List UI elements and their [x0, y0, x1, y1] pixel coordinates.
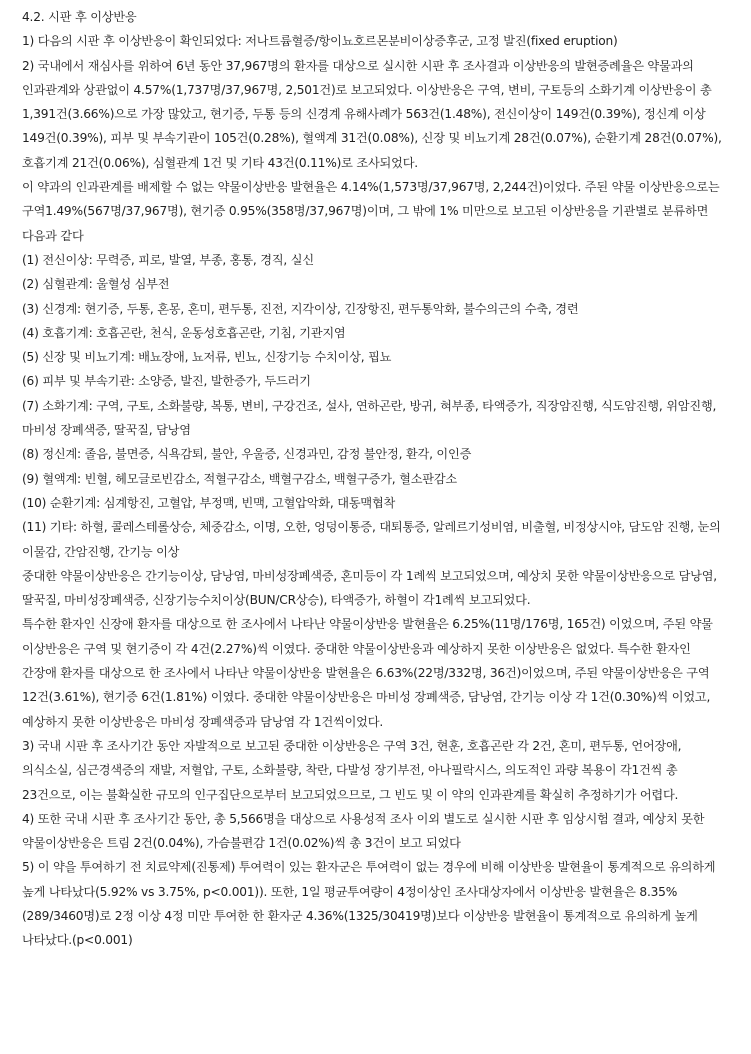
paragraph-causal-rate: 이 약과의 인과관계를 배제할 수 없는 약물이상반응 발현율은 4.14%(1,573명/37,967명, 2,244건)이었다. 주된 약물 이상반응으로는 구역1.49%(567명/37,967명), 현기증 0.95%(358명/37,967명)이며, 그 밖에 1% 미만으로 보고된 이상반응을 기관별로 분류하면 다음과 같다 [22, 180, 720, 243]
list-item-general: (1) 전신이상: 무력증, 피로, 발열, 부종, 홍통, 경직, 실신 [22, 252, 314, 267]
list-item-other: (11) 기타: 하혈, 콜레스테롤상승, 체중감소, 이명, 오한, 엉덩이통증, 대퇴통증, 알레르기성비염, 비출혈, 비정상시야, 담도암 진행, 눈의 이물감, 간암진행, 간기능 이상 [22, 520, 721, 559]
list-item-skin: (6) 피부 및 부속기관: 소양증, 발진, 발한증가, 두드러기 [22, 374, 311, 389]
paragraph-spontaneous-reports: 3) 국내 시판 후 조사기간 동안 자발적으로 보고된 중대한 이상반응은 구역 3건, 현훈, 호흡곤란 각 2건, 혼미, 편두통, 언어장애, 의식소실, 심근경색증의 재발, 저혈압, 구토, 소화불량, 착란, 다발성 장기부전, 아나필락시스, 의도적인 과량 복용이 각1건씩 총 23건으로, 이는 불확실한 규모의 인구집단으로부터 보고되었으므로, 그 빈도 및 이 약의 인과관계를 확실히 추정하기가 어렵다. [22, 738, 682, 802]
paragraph-postmarketing-confirmed: 1) 다음의 시판 후 이상반응이 확인되었다: 저나트륨혈증/항이뇨호르몬분비이상증후군, 고정 발진(fixed eruption) [22, 34, 618, 49]
section-title: 4.2. 시판 후 이상반응 [22, 10, 137, 24]
list-item-renal-urinary: (5) 신장 및 비뇨기계: 배뇨장애, 뇨저류, 빈뇨, 신장기능 수치이상, 핍뇨 [22, 350, 392, 365]
list-item-digestive: (7) 소화기계: 구역, 구토, 소화불량, 복통, 변비, 구강건조, 설사, 연하곤란, 방귀, 혀부종, 타액증가, 직장암진행, 식도암진행, 위암진행, 마비성 장폐색증, 딸꾹질, 담낭염 [22, 398, 717, 438]
list-item-cardiovascular: (2) 심혈관계: 울혈성 심부전 [22, 277, 170, 292]
paragraph-serious-reactions: 중대한 약물이상반응은 간기능이상, 담낭염, 마비성장폐색증, 혼미등이 각 1례씩 보고되었으며, 예상치 못한 약물이상반응으로 담낭염, 딸꾹질, 마비성장폐색증, 신장기능수치이상(BUN/CR상승), 타액증가, 하혈이 각1례씩 보고되었다. [22, 568, 717, 608]
list-item-circulatory: (10) 순환기계: 심계항진, 고혈압, 부정맥, 빈맥, 고혈압악화, 대동맥협착 [22, 495, 396, 510]
paragraph-prior-analgesic: 5) 이 약을 투여하기 전 치료약제(진통제) 투여력이 있는 환자군은 투여력이 없는 경우에 비해 이상반응 발현율이 통계적으로 유의하게 높게 나타났다(5.92% vs 3.75%, p<0.001)). 또한, 1일 평균투여량이 4정이상인 조사대상자에서 이상반응 발현율은 8.35%(289/3460명)로 2정 이상 4정 미만 투여한 한 환자군 4.36%(1325/30419명)보다 이상반응 발현율이 통계적으로 유의하게 높게 나타났다.(p<0.001) [22, 860, 716, 948]
list-item-blood: (9) 혈액계: 빈혈, 헤모글로빈감소, 적혈구감소, 백혈구감소, 백혈구증가, 혈소판감소 [22, 471, 457, 486]
paragraph-postmarketing-trial: 4) 또한 국내 시판 후 조사기간 동안, 총 5,566명을 대상으로 사용성적 조사 이외 별도로 실시한 시판 후 임상시험 결과, 예상치 못한 약물이상반응은 트림 2건(0.04%), 가슴불편감 1건(0.02%)씩 총 3건이 보고 되었다 [22, 811, 705, 851]
paragraph-special-patients: 특수한 환자인 신장애 환자를 대상으로 한 조사에서 나타난 약물이상반응 발현율은 6.25%(11명/176명, 165건) 이었으며, 주된 약물 이상반응은 구역 및 현기증이 각 4건(2.27%)씩 이였다. 중대한 약물이상반응과 예상하지 못한 이상반응은 없었다. 특수한 환자인 간장애 환자를 대상으로 한 조사에서 나타난 약물이상반응 발현율은 6.63%(22명/332명, 36건)이었으며, 주된 약물이상반응은 구역 12건(3.61%), 현기증 6건(1.81%) 이였다. 중대한 약물이상반응은 마비성 장폐색증, 담낭염, 간기능 이상 각 1건(0.30%)씩 이었고, 예상하지 못한 이상반응은 마비성 장폐색증과 담낭염 각 1건씩이었다. [22, 617, 713, 729]
paragraph-korea-survey: 2) 국내에서 재심사를 위하여 6년 동안 37,967명의 환자를 대상으로 실시한 시판 후 조사결과 이상반응의 발현증례율은 약물과의 인과관계와 상관없이 4.57%(1,737명/37,967명, 2,501건)로 보고되었다. 이상반응은 구역, 변비, 구토등의 소화기계 이상반응이 총 1,391건(3.66%)으로 가장 많았고, 현기증, 두통 등의 신경계 유해사례가 563건(1.48%), 전신이상이 149건(0.39%), 정신계 이상 149건(0.39%), 피부 및 부속기관이 105건(0.28%), 혈액계 31건(0.08%), 신장 및 비뇨기계 28건(0.07%), 순환기계 28건(0.07%), 호흡기계 21건(0.06%), 심혈관계 1건 및 기타 43건(0.11%)로 조사되었다. [22, 58, 722, 170]
list-item-nervous: (3) 신경계: 현기증, 두통, 혼몽, 혼미, 편두통, 진전, 지각이상, 긴장항진, 편두통악화, 불수의근의 수축, 경련 [22, 301, 579, 316]
list-item-respiratory: (4) 호흡기계: 호흡곤란, 천식, 운동성호흡곤란, 기침, 기관지염 [22, 325, 346, 340]
list-item-psychiatric: (8) 정신계: 졸음, 불면증, 식욕감퇴, 불안, 우울증, 신경과민, 감정 불안정, 환각, 이인증 [22, 447, 472, 462]
